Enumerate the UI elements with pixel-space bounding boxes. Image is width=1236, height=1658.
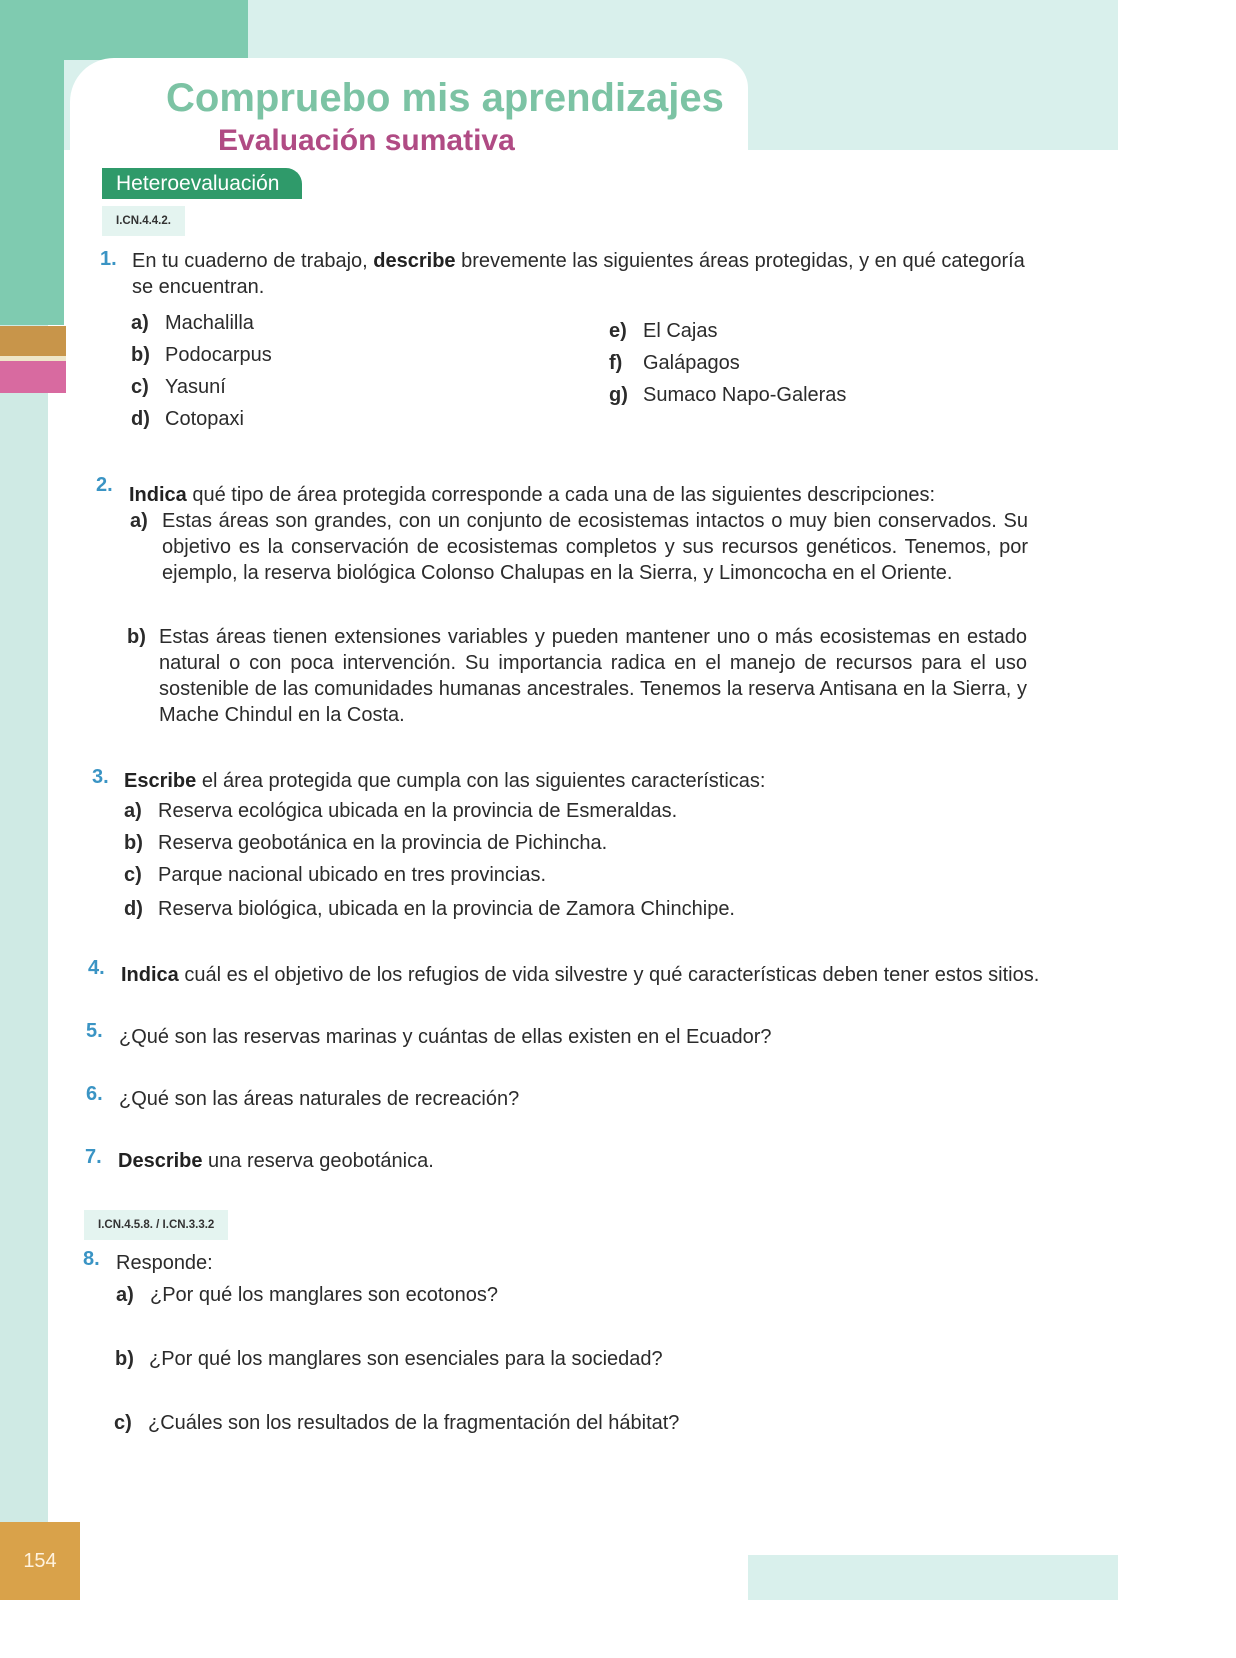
list-item: d) Reserva biológica, ubicada en la provincia de Zamora Chinchipe. bbox=[124, 898, 735, 920]
question-2a-text: a) Estas áreas son grandes, con un conjunto de ecosistemas intactos o muy bien conservados. Su objetivo es la conservación de ecosistemas completos y sus recursos genéticos. Tenemos, por ejemplo, la reserva biológica Colonso Chalupas en la Sierra, y Limoncocha en el Oriente. bbox=[130, 510, 1028, 584]
question-8-text: Responde: bbox=[116, 1252, 213, 1274]
list-item: g) Sumaco Napo-Galeras bbox=[609, 384, 847, 406]
question-7-text: Describe una reserva geobotánica. bbox=[118, 1150, 434, 1172]
question-1-text: En tu cuaderno de trabajo, describe brevemente las siguientes áreas protegidas, y en qué categoría se encuentran. bbox=[132, 250, 1025, 298]
question-number: 2. bbox=[96, 474, 113, 496]
scan-margin bbox=[1118, 0, 1236, 1600]
question-number: 7. bbox=[85, 1146, 102, 1168]
question-number: 6. bbox=[86, 1083, 103, 1105]
page-number: 154 bbox=[0, 1522, 80, 1600]
question-6-text: ¿Qué son las áreas naturales de recreación? bbox=[119, 1088, 520, 1110]
question-number: 5. bbox=[86, 1020, 103, 1042]
list-item: c) Yasuní bbox=[131, 376, 226, 398]
list-item: a) Machalilla bbox=[131, 312, 254, 334]
list-item: d) Cotopaxi bbox=[131, 408, 244, 430]
question-2b-text: b) Estas áreas tienen extensiones variables y pueden mantener uno o más ecosistemas en estado natural o con poca intervención. Su importancia radica en el manejo de recursos para el uso sostenible de las comunidades humanas ancestrales. Tenemos la reserva Antisana en la Sierra, y Mache Chindul en la Costa. bbox=[127, 626, 1027, 726]
list-item: a) Reserva ecológica ubicada en la provincia de Esmeraldas. bbox=[124, 800, 678, 822]
question-3-text: Escribe el área protegida que cumpla con las siguientes características: bbox=[124, 770, 766, 792]
list-item: c) ¿Cuáles son los resultados de la fragmentación del hábitat? bbox=[114, 1412, 680, 1434]
list-item: e) El Cajas bbox=[609, 320, 718, 342]
question-number: 4. bbox=[88, 957, 105, 979]
list-item: c) Parque nacional ubicado en tres provincias. bbox=[124, 864, 547, 886]
question-2-text: Indica qué tipo de área protegida corresponde a cada una de las siguientes descripciones: bbox=[129, 484, 936, 506]
section-tab-orange bbox=[0, 326, 66, 356]
section-tab-pink bbox=[0, 361, 66, 393]
question-number: 8. bbox=[83, 1248, 100, 1270]
list-item: b) Podocarpus bbox=[131, 344, 272, 366]
indicator-code: I.CN.4.5.8. / I.CN.3.3.2 bbox=[84, 1210, 228, 1240]
question-number: 1. bbox=[100, 248, 117, 270]
list-item: b) ¿Por qué los manglares son esenciales para la sociedad? bbox=[115, 1348, 663, 1370]
section-label: Heteroevaluación bbox=[102, 168, 302, 199]
question-number: 3. bbox=[92, 766, 109, 788]
page-title: Compruebo mis aprendizajes bbox=[166, 76, 724, 120]
indicator-code: I.CN.4.4.2. bbox=[102, 206, 185, 236]
question-4-text: Indica cuál es el objetivo de los refugios de vida silvestre y qué características deben tener estos sitios. bbox=[121, 964, 1040, 986]
question-5-text: ¿Qué son las reservas marinas y cuántas de ellas existen en el Ecuador? bbox=[119, 1026, 772, 1048]
list-item: b) Reserva geobotánica en la provincia de Pichincha. bbox=[124, 832, 608, 854]
list-item: a) ¿Por qué los manglares son ecotonos? bbox=[116, 1284, 498, 1306]
page-subtitle: Evaluación sumativa bbox=[218, 124, 515, 157]
left-margin-accent bbox=[0, 0, 64, 325]
list-item: f) Galápagos bbox=[609, 352, 740, 374]
